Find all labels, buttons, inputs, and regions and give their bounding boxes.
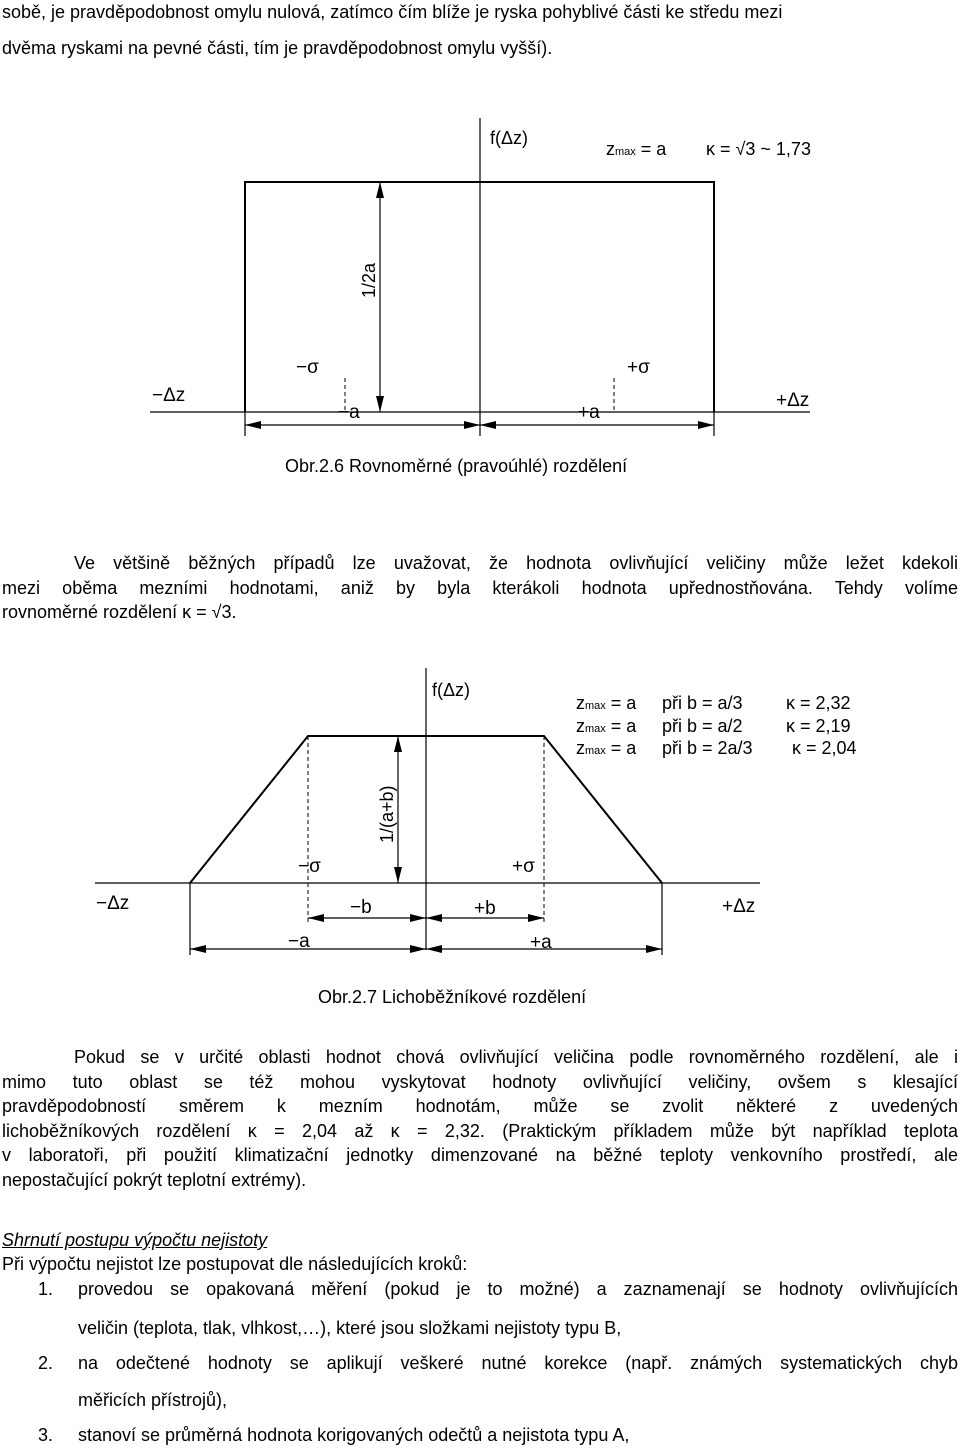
fig1-plus-dz: +Δz: [776, 390, 810, 411]
fig2-plus-a: +a: [530, 932, 552, 953]
fig2-minus-b: −b: [350, 897, 372, 918]
fig2-height-label: 1/(a+b): [377, 785, 397, 843]
svg-text:při b = 2a/3: při b = 2a/3: [662, 738, 753, 758]
summary-heading: Shrnutí postupu výpočtu nejistoty: [2, 1230, 268, 1250]
list-item-text: provedou se opakovaná měření (pokud je to možné) a zaznamenají se hodnoty ovlivňujících: [78, 1279, 958, 1299]
svg-text:κ = 2,04: κ = 2,04: [792, 738, 857, 758]
svg-text:při b = a/3: při b = a/3: [662, 693, 743, 713]
fig1-f-label: f(Δz): [490, 128, 529, 148]
intro-line-1: sobě, je pravděpodobnost omylu nulová, zatímco čím blíže je ryska pohyblivé části ke středu mezi: [2, 2, 783, 22]
svg-text:zmax = a: zmax = a: [576, 716, 637, 736]
svg-text:zmax = a: zmax = a: [576, 693, 637, 713]
para2-line-4: lichoběžníkových rozdělení κ = 2,04 až κ = 2,32. (Praktickým příkladem může být například teplota: [2, 1120, 958, 1141]
figure-trapezoidal-distribution: [0, 660, 960, 970]
para1-line-3: rovnoměrné rozdělení κ = √3.: [2, 602, 237, 622]
svg-text:κ = 2,32: κ = 2,32: [786, 693, 851, 713]
summary-intro: Při výpočtu nejistot lze postupovat dle následujících kroků:: [2, 1254, 468, 1274]
fig2-row-1: [576, 693, 851, 713]
fig2-row-2: [576, 716, 851, 736]
intro-line-2: dvěma ryskami na pevné části, tím je pravděpodobnost omylu vyšší).: [2, 38, 553, 58]
figure-uniform-distribution: [0, 0, 960, 470]
para2-line-1: Pokud se v určité oblasti hodnot chová ovlivňující veličina podle rovnoměrného rozdělení, ale i: [74, 1047, 958, 1067]
svg-text:zmax = a: zmax = a: [576, 738, 637, 758]
fig1-minus-a: −a: [338, 402, 360, 423]
fig1-plus-sigma: +σ: [627, 357, 650, 378]
list-item-number: 3.: [38, 1425, 54, 1445]
fig2-minus-sigma: −σ: [298, 856, 321, 877]
list-item-text-cont: měřicích přístrojů),: [78, 1390, 228, 1410]
fig1-caption: Obr.2.6 Rovnoměrné (pravoúhlé) rozdělení: [285, 456, 628, 476]
fig2-plus-sigma: +σ: [512, 856, 535, 877]
para1-line-1: Ve většině běžných případů lze uvažovat, že hodnota ovlivňující veličiny může ležet kdekoli: [74, 553, 958, 573]
fig1-height-label: 1/2a: [359, 262, 379, 298]
para2-line-5: v laboratoři, při použití klimatizační jednotky dimenzované na běžné teploty venkovního prostředí, ale: [2, 1145, 958, 1165]
para1-line-2: mezi oběma mezními hodnotami, aniž by byla kterákoli hodnota upřednostňována. Tehdy volíme: [2, 577, 958, 598]
fig2-caption: Obr.2.7 Lichoběžníkové rozdělení: [318, 987, 587, 1007]
fig1-zmax: zmax = a: [606, 139, 667, 159]
para2-line-6: nepostačující pokrýt teplotní extrémy).: [2, 1169, 307, 1190]
fig2-row-3: [576, 738, 857, 758]
list-item-number: 2.: [38, 1353, 54, 1373]
fig2-plus-dz: +Δz: [722, 896, 756, 917]
list-item-number: 1.: [38, 1279, 54, 1299]
para2-line-3: pravděpodobností směrem k mezním hodnotám, může se zvolit některé z uvedených: [2, 1096, 958, 1116]
list-item-text-cont: veličin (teplota, tlak, vlhkost,…), které jsou složkami nejistoty typu B,: [78, 1318, 622, 1338]
fig1-minus-dz: −Δz: [152, 385, 186, 406]
fig2-f-label: f(Δz): [432, 680, 471, 700]
fig2-plus-b: +b: [474, 898, 496, 919]
list-item-text: na odečtené hodnoty se aplikují veškeré nutné korekce (např. známých systematických chyb: [78, 1353, 958, 1373]
paragraph-2: [2, 1045, 958, 1192]
fig1-kappa: κ = √3 ~ 1,73: [706, 139, 811, 159]
fig1-plus-a: +a: [578, 402, 600, 423]
fig2-minus-a: −a: [288, 931, 310, 952]
svg-text:při b = a/2: při b = a/2: [662, 716, 743, 736]
svg-text:κ = 2,19: κ = 2,19: [786, 716, 851, 736]
para2-line-2: mimo tuto oblast se též mohou vyskytovat hodnoty ovlivňující veličiny, ovšem s klesající: [2, 1071, 958, 1092]
fig1-minus-sigma: −σ: [296, 357, 319, 378]
fig2-minus-dz: −Δz: [96, 893, 130, 914]
list-item-text: stanoví se průměrná hodnota korigovaných odečtů a nejistota typu A,: [78, 1425, 630, 1445]
paragraph-1: [2, 551, 958, 625]
